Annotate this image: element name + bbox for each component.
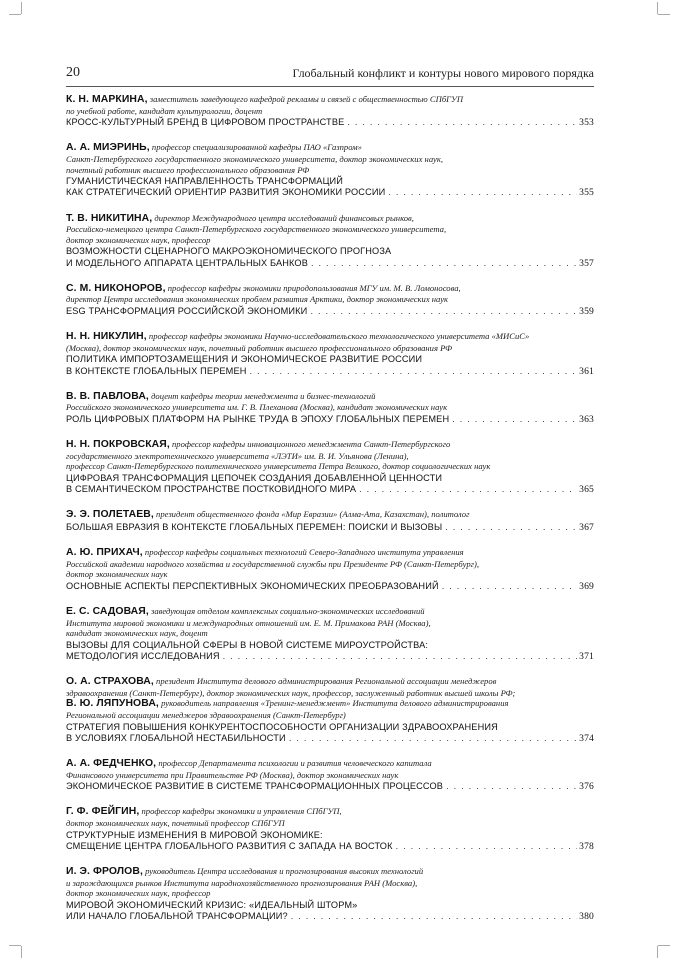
crop-mark bbox=[658, 14, 670, 15]
toc-entry bbox=[66, 391, 594, 425]
toc-entry bbox=[66, 439, 594, 495]
article-title[interactable] bbox=[66, 354, 594, 376]
author-affiliation: Российской академии народного хозяйства и государственной службы при Президенте РФ (Санкт-Петербург), bbox=[66, 558, 479, 569]
article-title-final-line bbox=[66, 117, 594, 128]
author-block bbox=[66, 439, 594, 472]
author-affiliation: Региональной ассоциации менеджеров здравоохранения (Санкт-Петербург) bbox=[66, 710, 346, 721]
author-affiliation: здравоохранения (Санкт-Петербург), доктор экономических наук, профессор, заслуженный работник высшей школы РФ; bbox=[66, 687, 516, 698]
author-affiliation: профессор кафедры социальных технологий Северо-Западного института управления bbox=[144, 547, 464, 558]
dot-leader bbox=[445, 522, 577, 533]
article-title-line: В СЕМАНТИЧЕСКОМ ПРОСТРАНСТВЕ ПОСТКОВИДНОГО МИРА bbox=[66, 484, 357, 495]
article-title-final-line bbox=[66, 781, 594, 792]
article-title-line: ИЛИ НАЧАЛО ГЛОБАЛЬНОЙ ТРАНСФОРМАЦИИ? bbox=[66, 911, 288, 922]
page-reference: 374 bbox=[579, 732, 594, 744]
author-affiliation: руководитель направления «Тренинг-менеджмент» Института делового администрирования bbox=[161, 698, 509, 709]
author-block bbox=[66, 213, 594, 246]
author-block bbox=[66, 758, 594, 780]
article-title[interactable] bbox=[66, 306, 594, 317]
author-name: Е. С. САДОВАЯ, bbox=[66, 606, 149, 618]
article-title-line: СТРАТЕГИЯ ПОВЫШЕНИЯ КОНКУРЕНТОСПОСОБНОСТИ ОРГАНИЗАЦИИ ЗДРАВООХРАНЕНИЯ bbox=[66, 721, 498, 732]
page-header bbox=[66, 62, 594, 82]
toc-entry bbox=[66, 606, 594, 662]
author-affiliation: доктор экономических наук, профессор bbox=[66, 234, 211, 245]
table-of-contents bbox=[66, 94, 594, 936]
crop-mark bbox=[657, 2, 658, 14]
toc-entry bbox=[66, 283, 594, 317]
article-title-line: МЕТОДОЛОГИЯ ИССЛЕДОВАНИЯ bbox=[66, 651, 220, 662]
page-reference: 380 bbox=[579, 911, 594, 923]
dot-leader bbox=[452, 414, 577, 425]
author-affiliation: Санкт-Петербургского государственного экономического университета, доктор экономических наук, bbox=[66, 153, 443, 164]
page-reference: 357 bbox=[579, 257, 594, 269]
page-reference: 365 bbox=[579, 484, 594, 496]
crop-mark bbox=[9, 945, 21, 946]
article-title-final-line bbox=[66, 522, 594, 533]
author-affiliation: профессор специализированной кафедры ПАО «Газпром» bbox=[151, 142, 362, 153]
article-title[interactable] bbox=[66, 414, 594, 425]
author-affiliation: Финансового университета при Правительстве РФ (Москва), доктор экономических наук bbox=[66, 769, 399, 780]
page-reference: 353 bbox=[579, 117, 594, 129]
author-name: А. А. ФЕДЧЕНКО, bbox=[66, 758, 157, 770]
author-name: Т. В. НИКИТИНА, bbox=[66, 212, 153, 224]
author-name: О. А. СТРАХОВА, bbox=[66, 676, 154, 688]
toc-entry bbox=[66, 676, 594, 744]
author-name: С. М. НИКОНОРОВ, bbox=[66, 282, 166, 294]
page-reference: 359 bbox=[579, 305, 594, 317]
author-affiliation: доктор экономических наук bbox=[66, 569, 168, 580]
author-affiliation: кандидат экономических наук, доцент bbox=[66, 628, 208, 639]
author-affiliation: доктор экономических наук, почетный профессор СПбГУП bbox=[66, 818, 285, 829]
article-title-line: РОЛЬ ЦИФРОВЫХ ПЛАТФОРМ НА РЫНКЕ ТРУДА В ЭПОХУ ГЛОБАЛЬНЫХ ПЕРЕМЕН bbox=[66, 413, 450, 424]
author-name: Э. Э. ПОЛЕТАЕВ, bbox=[66, 509, 154, 521]
toc-entry bbox=[66, 142, 594, 198]
page-reference: 367 bbox=[579, 521, 594, 533]
author-affiliation: директор Международного центра исследований финансовых рынков, bbox=[154, 212, 414, 223]
author-affiliation: и зарождающихся рынков Института народнохозяйственного прогнозирования РАН (Москва), bbox=[66, 877, 418, 888]
article-title-final-line bbox=[66, 841, 594, 852]
author-name: Н. Н. ПОКРОВСКАЯ, bbox=[66, 439, 170, 451]
dot-leader bbox=[289, 733, 577, 744]
author-affiliation: доцент кафедры теории менеджмента и бизнес-технологий bbox=[151, 390, 376, 401]
author-affiliation: профессор кафедры инновационного менеджмента Санкт-Петербургского bbox=[172, 439, 451, 450]
author-affiliation: заведующая отделом комплексных социально-экономических исследований bbox=[151, 606, 425, 617]
dot-leader bbox=[223, 651, 578, 662]
author-name: В. Ю. ЛЯПУНОВА, bbox=[66, 698, 159, 710]
crop-mark bbox=[9, 14, 21, 15]
article-title-final-line bbox=[66, 484, 594, 495]
header-rule bbox=[66, 86, 594, 87]
dot-leader bbox=[359, 484, 577, 495]
author-block bbox=[66, 331, 594, 353]
author-affiliation: директор Центра исследования экономических проблем развития Арктики, доктор экономических наук bbox=[66, 294, 449, 305]
article-title[interactable] bbox=[66, 246, 594, 268]
author-block bbox=[66, 806, 594, 828]
article-title-line: КРОСС-КУЛЬТУРНЫЙ БРЕНД В ЦИФРОВОМ ПРОСТРАНСТВЕ bbox=[66, 117, 345, 128]
toc-entry bbox=[66, 866, 594, 922]
author-affiliation: президент Института делового администрирования Региональной ассоциации менеджеров bbox=[156, 676, 497, 687]
author-affiliation: профессор Санкт-Петербургского политехнического университета Петра Великого, доктор социологических наук bbox=[66, 461, 491, 472]
toc-entry bbox=[66, 806, 594, 852]
page-reference: 369 bbox=[579, 580, 594, 592]
article-title-line: ОСНОВНЫЕ АСПЕКТЫ ПЕРСПЕКТИВНЫХ ЭКОНОМИЧЕСКИХ ПРЕОБРАЗОВАНИЙ bbox=[66, 580, 439, 591]
author-affiliation: руководитель Центра исследования и прогнозирования высоких технологий bbox=[145, 866, 424, 877]
author-block bbox=[66, 606, 594, 639]
page-reference: 378 bbox=[579, 840, 594, 852]
dot-leader bbox=[291, 911, 577, 922]
toc-entry bbox=[66, 547, 594, 592]
page-reference: 355 bbox=[579, 187, 594, 199]
article-title[interactable] bbox=[66, 176, 594, 198]
author-affiliation: профессор кафедры экономики Научно-исследовательского технологического университета «МИСиС» bbox=[148, 331, 530, 342]
toc-entry bbox=[66, 758, 594, 792]
page-reference: 371 bbox=[579, 651, 594, 663]
author-block bbox=[66, 391, 594, 413]
article-title-line: ВЫЗОВЫ ДЛЯ СОЦИАЛЬНОЙ СФЕРЫ В НОВОЙ СИСТЕМЕ МИРОУСТРОЙСТВА: bbox=[66, 639, 429, 650]
article-title-line: ЦИФРОВАЯ ТРАНСФОРМАЦИЯ ЦЕПОЧЕК СОЗДАНИЯ ДОБАВЛЕННОЙ ЦЕННОСТИ bbox=[66, 472, 443, 483]
author-affiliation: профессор Департамента психологии и развития человеческого капитала bbox=[158, 758, 432, 769]
dot-leader bbox=[396, 841, 578, 852]
page-reference: 363 bbox=[579, 413, 594, 425]
author-name: А. Ю. ПРИХАЧ, bbox=[66, 547, 143, 559]
article-title-final-line bbox=[66, 581, 594, 592]
author-affiliation: Института мировой экономики и международных отношений им. Е. М. Примакова РАН (Москва), bbox=[66, 617, 431, 628]
article-title-line: МИРОВОЙ ЭКОНОМИЧЕСКИЙ КРИЗИС: «ИДЕАЛЬНЫЙ ШТОРМ» bbox=[66, 899, 358, 910]
author-block bbox=[66, 142, 594, 175]
crop-mark bbox=[657, 946, 658, 958]
author-name: И. Э. ФРОЛОВ, bbox=[66, 866, 143, 878]
article-title[interactable] bbox=[66, 722, 594, 744]
article-title-line: В КОНТЕКСТЕ ГЛОБАЛЬНЫХ ПЕРЕМЕН bbox=[66, 365, 247, 376]
article-title-line: ПОЛИТИКА ИМПОРТОЗАМЕЩЕНИЯ И ЭКОНОМИЧЕСКОЕ РАЗВИТИЕ РОССИИ bbox=[66, 354, 423, 365]
article-title[interactable] bbox=[66, 640, 594, 662]
author-block bbox=[66, 698, 594, 720]
dot-leader bbox=[347, 117, 577, 128]
author-block bbox=[66, 283, 594, 305]
article-title-line: ГУМАНИСТИЧЕСКАЯ НАПРАВЛЕННОСТЬ ТРАНСФОРМАЦИЙ bbox=[66, 176, 344, 187]
author-affiliation: Российского экономического университета им. Г. В. Плеханова (Москва), кандидат экономических наук bbox=[66, 402, 448, 413]
author-affiliation: профессор кафедры экономики и управления СПбГУП, bbox=[141, 806, 342, 817]
toc-entry bbox=[66, 331, 594, 377]
author-affiliation: президент общественного фонда «Мир Евразии» (Алма-Ата, Казахстан), политолог bbox=[156, 509, 470, 520]
author-affiliation: заместитель заведующего кафедрой рекламы и связей с общественностью СПбГУП bbox=[149, 94, 464, 104]
author-block bbox=[66, 676, 594, 698]
article-title-line: СМЕЩЕНИЕ ЦЕНТРА ГЛОБАЛЬНОГО РАЗВИТИЯ С ЗАПАДА НА ВОСТОК bbox=[66, 840, 393, 851]
article-title[interactable] bbox=[66, 830, 594, 852]
dot-leader bbox=[311, 258, 577, 269]
article-title-final-line bbox=[66, 651, 594, 662]
article-title-line: СТРУКТУРНЫЕ ИЗМЕНЕНИЯ В МИРОВОЙ ЭКОНОМИКЕ: bbox=[66, 829, 323, 840]
article-title[interactable] bbox=[66, 473, 594, 495]
article-title[interactable] bbox=[66, 581, 594, 592]
author-name: Н. Н. НИКУЛИН, bbox=[66, 331, 147, 343]
author-affiliation: Российско-немецкого центра Санкт-Петербургского государственного экономического университета, bbox=[66, 224, 447, 235]
dot-leader bbox=[446, 781, 577, 792]
dot-leader bbox=[442, 581, 577, 592]
crop-mark bbox=[21, 946, 22, 958]
article-title-line: И МОДЕЛЬНОГО АППАРАТА ЦЕНТРАЛЬНЫХ БАНКОВ bbox=[66, 257, 309, 268]
crop-mark bbox=[21, 2, 22, 14]
crop-mark bbox=[658, 945, 670, 946]
article-title-final-line bbox=[66, 187, 594, 198]
page-reference: 376 bbox=[579, 781, 594, 793]
author-block bbox=[66, 94, 594, 116]
article-title-final-line bbox=[66, 911, 594, 922]
dot-leader bbox=[388, 187, 577, 198]
author-affiliation: государственного электротехнического университета «ЛЭТИ» им. В. И. Ульянова (Ленина), bbox=[66, 450, 409, 461]
article-title-final-line bbox=[66, 366, 594, 377]
author-name: Г. Ф. ФЕЙГИН, bbox=[66, 806, 140, 818]
author-name: К. Н. МАРКИНА, bbox=[66, 94, 148, 105]
article-title-line: БОЛЬШАЯ ЕВРАЗИЯ В КОНТЕКСТЕ ГЛОБАЛЬНЫХ ПЕРЕМЕН: ПОИСКИ И ВЫЗОВЫ bbox=[66, 521, 443, 532]
author-name: А. А. МИЭРИНЬ, bbox=[66, 142, 150, 154]
toc-entry bbox=[66, 94, 594, 128]
author-block bbox=[66, 866, 594, 899]
article-title-line: ЭКОНОМИЧЕСКОЕ РАЗВИТИЕ В СИСТЕМЕ ТРАНСФОРМАЦИОННЫХ ПРОЦЕССОВ bbox=[66, 781, 444, 792]
article-title-final-line bbox=[66, 306, 594, 317]
article-title-final-line bbox=[66, 733, 594, 744]
author-block bbox=[66, 509, 594, 521]
page-reference: 361 bbox=[579, 365, 594, 377]
toc-entry bbox=[66, 213, 594, 269]
dot-leader bbox=[250, 366, 578, 377]
article-title[interactable] bbox=[66, 117, 594, 128]
article-title-final-line bbox=[66, 258, 594, 269]
dot-leader bbox=[310, 306, 577, 317]
author-affiliation: профессор кафедры экономики природопользования МГУ им. М. В. Ломоносова, bbox=[167, 282, 461, 293]
article-title[interactable] bbox=[66, 900, 594, 922]
article-title-line: ВОЗМОЖНОСТИ СЦЕНАРНОГО МАКРОЭКОНОМИЧЕСКОГО ПРОГНОЗА bbox=[66, 246, 392, 257]
article-title-line: ESG ТРАНСФОРМАЦИЯ РОССИЙСКОЙ ЭКОНОМИКИ bbox=[66, 305, 308, 316]
author-block bbox=[66, 547, 594, 580]
page-number: 20 bbox=[66, 65, 80, 80]
article-title[interactable] bbox=[66, 781, 594, 792]
running-title: Глобальный конфликт и контуры нового мирового порядка bbox=[292, 66, 594, 80]
article-title-final-line bbox=[66, 414, 594, 425]
article-title[interactable] bbox=[66, 522, 594, 533]
author-affiliation: (Москва), доктор экономических наук, почетный работник высшего профессионального образования РФ bbox=[66, 342, 453, 353]
author-affiliation: доктор экономических наук, профессор bbox=[66, 888, 211, 899]
author-affiliation: почетный работник высшего профессионального образования РФ bbox=[66, 164, 310, 175]
author-affiliation: по учебной работе, кандидат культурологии, доцент bbox=[66, 105, 263, 116]
article-title-line: КАК СТРАТЕГИЧЕСКИЙ ОРИЕНТИР РАЗВИТИЯ ЭКОНОМИКИ РОССИИ bbox=[66, 187, 386, 198]
article-title-line: В УСЛОВИЯХ ГЛОБАЛЬНОЙ НЕСТАБИЛЬНОСТИ bbox=[66, 732, 286, 743]
author-name: В. В. ПАВЛОВА, bbox=[66, 390, 149, 402]
toc-entry bbox=[66, 509, 594, 533]
